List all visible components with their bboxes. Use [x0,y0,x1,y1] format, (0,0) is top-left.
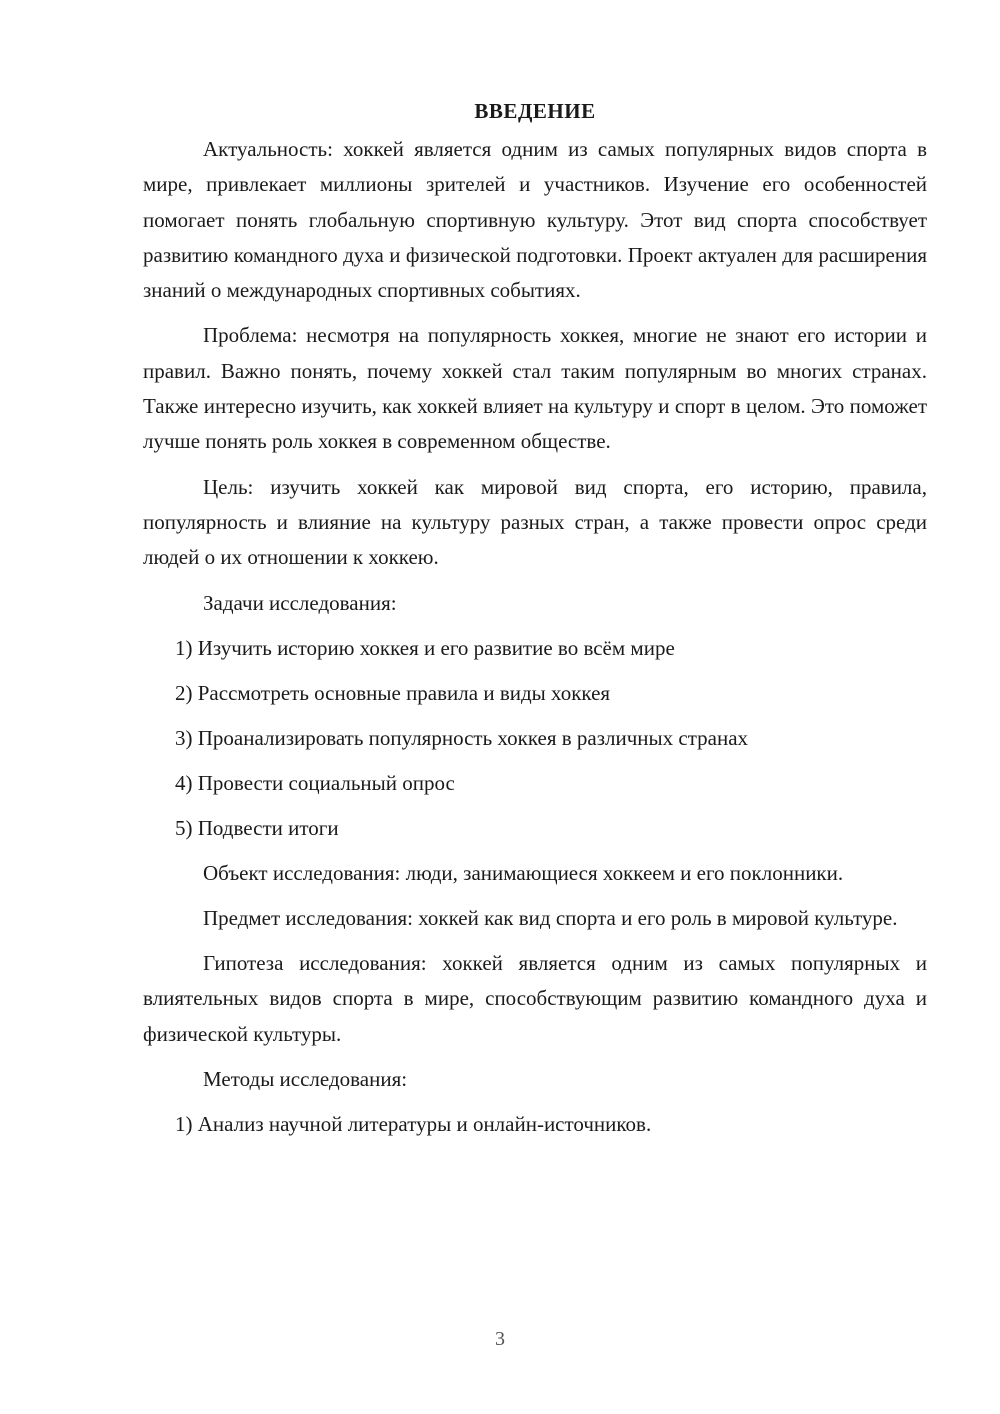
problem-paragraph: Проблема: несмотря на популярность хоккея, многие не знают его истории и правил. Важно понять, почему хоккей стал таким популярным во многих странах. Также интересно изучить, как хоккей влияет на культуру и спорт в целом. Это поможет лучше понять роль хоккея в современном обществе. [143,323,927,454]
tasks-heading: Задачи исследования: [203,590,397,615]
goal-paragraph: Цель: изучить хоккей как мировой вид спорта, его историю, правила, популярность и влияние на культуру разных стран, а также провести опрос среди людей о их отношении к хоккею. [143,474,927,570]
list-item: 1) Анализ научной литературы и онлайн-источников. [175,1112,652,1137]
subject-paragraph: Предмет исследования: хоккей как вид спорта и его роль в мировой культуре. [203,905,898,930]
methods-heading: Методы исследования: [203,1067,408,1092]
object-paragraph: Объект исследования: люди, занимающиеся хоккеем и его поклонники. [203,860,844,885]
document-page [143,96,927,1152]
list-item: 4) Провести социальный опрос [175,770,455,795]
section-title: ВВЕДЕНИЕ [474,99,596,123]
page-number: 3 [495,1328,505,1350]
tasks-list [143,631,927,846]
list-item: 3) Проанализировать популярность хоккея в различных странах [175,725,749,750]
methods-list [143,1107,927,1142]
list-item: 5) Подвести итоги [175,815,339,840]
list-item: 2) Рассмотреть основные правила и виды хоккея [175,680,611,705]
hypothesis-paragraph: Гипотеза исследования: хоккей является одним из самых популярных и влиятельных видов спорта в мире, способствующим развитию командного духа и физической культуры. [143,951,927,1046]
relevance-paragraph: Актуальность: хоккей является одним из самых популярных видов спорта в мире, привлекает миллионы зрителей и участников. Изучение его особенностей помогает понять глобальную спортивную культуру. Этот вид спорта способствует развитию командного духа и физической подготовки. Проект актуален для расширения знаний о международных спортивных событиях. [143,137,927,303]
list-item: 1) Изучить историю хоккея и его развитие во всём мире [175,635,675,660]
